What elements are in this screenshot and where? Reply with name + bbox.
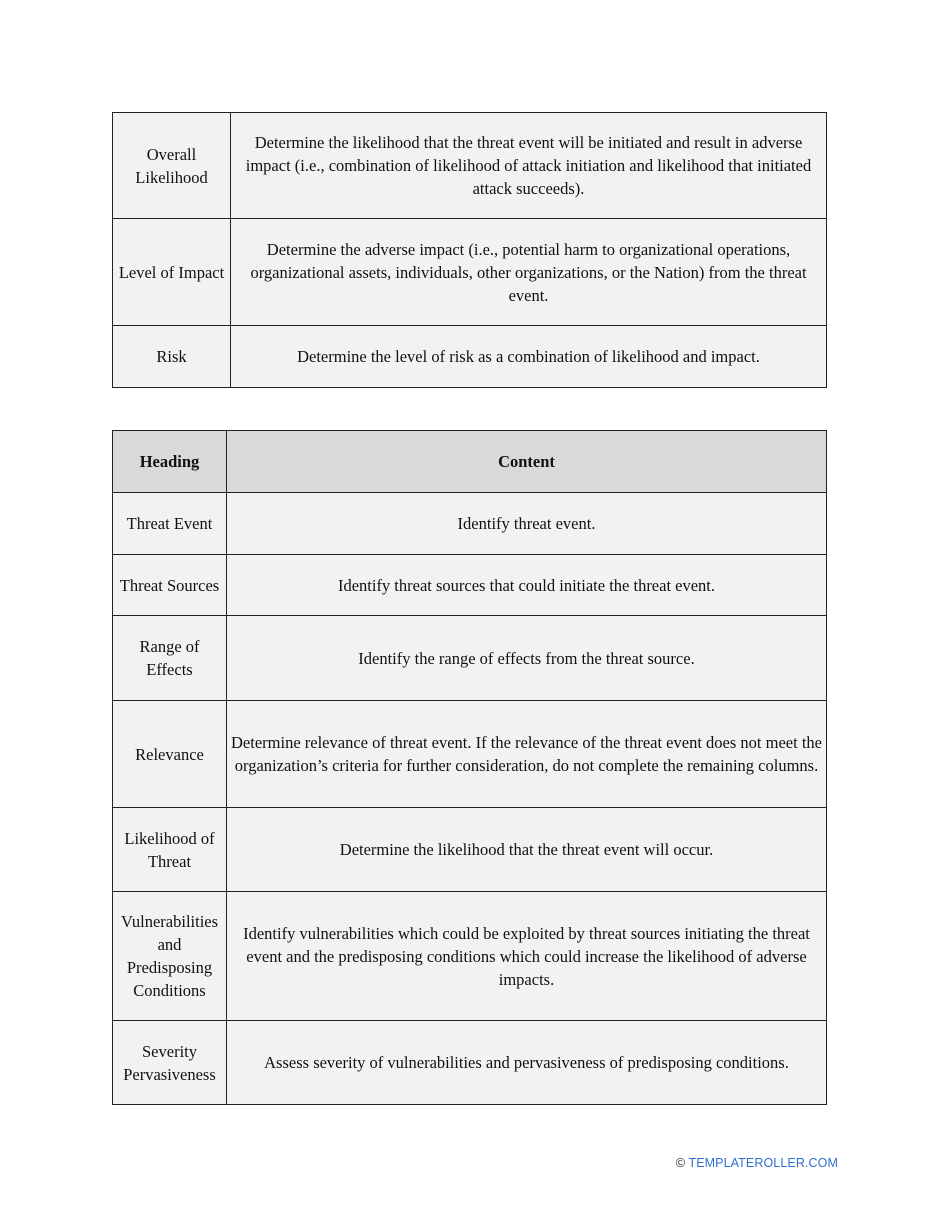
table-row xyxy=(113,1021,827,1105)
table-row xyxy=(113,808,827,892)
row-content-overall-likelihood: Determine the likelihood that the threat event will be initiated and result in adverse impact (i.e., combination of likelihood of attack initiation and likelihood that initiated attack succeeds). xyxy=(231,113,827,219)
row-heading-overall-likelihood: Overall Likelihood xyxy=(113,113,231,219)
row-content-range-of-effects: Identify the range of effects from the threat source. xyxy=(227,616,827,701)
row-content-severity-pervasiveness: Assess severity of vulnerabilities and pervasiveness of predisposing conditions. xyxy=(227,1021,827,1105)
row-heading-risk: Risk xyxy=(113,326,231,388)
row-content-level-of-impact: Determine the adverse impact (i.e., potential harm to organizational operations, organizational assets, individuals, other organizations, or the Nation) from the threat event. xyxy=(231,219,827,326)
row-content-vulnerabilities: Identify vulnerabilities which could be exploited by threat sources initiating the threat event and the predisposing conditions which could increase the likelihood of adverse impacts. xyxy=(227,892,827,1021)
table-row xyxy=(113,493,827,555)
table-row xyxy=(113,219,827,326)
assessment-table-top xyxy=(112,112,827,388)
templateroller-link[interactable]: TEMPLATEROLLER.COM xyxy=(688,1156,838,1170)
assessment-table-main xyxy=(112,430,827,1105)
row-heading-level-of-impact: Level of Impact xyxy=(113,219,231,326)
row-content-threat-event: Identify threat event. xyxy=(227,493,827,555)
row-content-relevance: Determine relevance of threat event. If the relevance of the threat event does not meet the organization’s criteria for further consideration, do not complete the remaining columns. xyxy=(227,701,827,808)
row-heading-threat-sources: Threat Sources xyxy=(113,555,227,616)
table-row xyxy=(113,555,827,616)
row-heading-likelihood-of-threat: Likelihood of Threat xyxy=(113,808,227,892)
column-header-heading: Heading xyxy=(113,431,227,493)
footer-credit xyxy=(676,1156,838,1170)
row-heading-severity-pervasiveness: Severity Pervasiveness xyxy=(113,1021,227,1105)
table-row xyxy=(113,892,827,1021)
row-content-risk: Determine the level of risk as a combination of likelihood and impact. xyxy=(231,326,827,388)
row-content-threat-sources: Identify threat sources that could initiate the threat event. xyxy=(227,555,827,616)
row-heading-vulnerabilities: Vulnerabilities and Predisposing Conditions xyxy=(113,892,227,1021)
row-heading-range-of-effects: Range of Effects xyxy=(113,616,227,701)
table-row xyxy=(113,701,827,808)
table-header-row xyxy=(113,431,827,493)
row-heading-threat-event: Threat Event xyxy=(113,493,227,555)
copyright-symbol: © xyxy=(675,1156,686,1170)
row-content-likelihood-of-threat: Determine the likelihood that the threat event will occur. xyxy=(227,808,827,892)
table-row xyxy=(113,326,827,388)
table-row xyxy=(113,616,827,701)
table-row xyxy=(113,113,827,219)
row-heading-relevance: Relevance xyxy=(113,701,227,808)
column-header-content: Content xyxy=(227,431,827,493)
